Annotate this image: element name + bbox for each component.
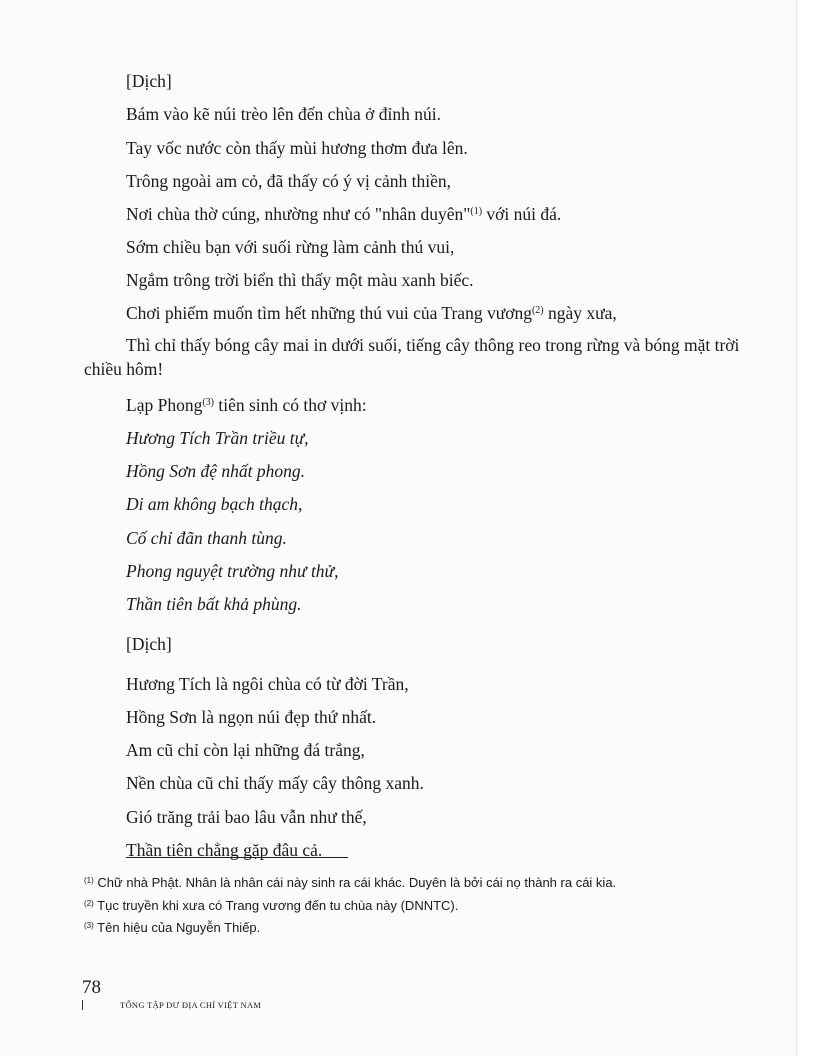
poem-line-2: Hồng Sơn đệ nhất phong. — [126, 461, 305, 481]
translation2-line-6: Thần tiên chẳng gặp đâu cả. — [126, 840, 323, 860]
translation-line-5: Sớm chiều bạn với suối rừng làm cảnh thú vui, — [126, 237, 455, 257]
running-head: TỔNG TẬP DƯ ĐỊA CHÍ VIỆT NAM — [120, 1000, 262, 1010]
footnote-2: $^{(2)}$ Tục truyền khi xưa có Trang vương đến tu chùa này (DNNTC). — [84, 898, 459, 913]
translation-line-7: Chơi phiếm muốn tìm hết những thú vui của Trang vương$^{(2)}$ ngày xưa, — [126, 303, 617, 323]
footnote-mark-1: (1) — [84, 876, 94, 885]
footnote-ref-1: (1) — [470, 206, 483, 217]
footnote-ref-2: (2) — [531, 305, 544, 316]
poem-line-5: Phong nguyệt trường như thử, — [126, 561, 339, 581]
footnote-divider — [126, 857, 348, 858]
translation-line-2: Tay vốc nước còn thấy mùi hương thơm đưa lên. — [126, 138, 468, 158]
translation-heading-2: [Dịch] — [126, 634, 172, 654]
footnote-mark-2: (2) — [84, 899, 94, 908]
footnote-mark-3: (3) — [84, 921, 94, 930]
page-number-bar — [82, 1000, 83, 1010]
footnote-3: $^{(3)}$ Tên hiệu của Nguyễn Thiếp. — [84, 920, 261, 935]
translation-line-3: Trông ngoài am cỏ, đã thấy có ý vị cảnh thiền, — [126, 171, 451, 191]
poem-intro: Lạp Phong$^{(3)}$ tiên sinh có thơ vịnh: — [126, 395, 367, 415]
translation2-line-5: Gió trăng trải bao lâu vẫn như thế, — [126, 807, 367, 827]
translation-paragraph-8: Thì chỉ thấy bóng cây mai in dưới suối, tiếng cây thông reo trong rừng và bóng mặt trời chiều hôm! — [84, 335, 740, 379]
page-number: 78 — [82, 977, 101, 998]
translation2-line-2: Hồng Sơn là ngọn núi đẹp thứ nhất. — [126, 707, 377, 727]
poem-line-6: Thần tiên bất khả phùng. — [126, 594, 302, 614]
poem-line-3: Di am không bạch thạch, — [126, 494, 303, 514]
translation2-line-4: Nền chùa cũ chỉ thấy mấy cây thông xanh. — [126, 773, 424, 793]
footnote-1: $^{(1)}$ Chữ nhà Phật. Nhân là nhân cái này sinh ra cái khác. Duyên là bởi cái nọ thành ra cái kia. — [84, 875, 617, 890]
poem-line-1: Hương Tích Trần triều tự, — [126, 428, 309, 448]
translation2-line-3: Am cũ chỉ còn lại những đá trắng, — [126, 740, 365, 760]
translation-line-4: Nơi chùa thờ cúng, nhường như có "nhân duyên"$^{(1)}$ với núi đá. — [126, 204, 562, 224]
translation-line-1: Bám vào kẽ núi trèo lên đến chùa ở đỉnh núi. — [126, 104, 441, 124]
translation-heading-1: [Dịch] — [126, 71, 172, 91]
poem-line-4: Cố chỉ đãn thanh tùng. — [126, 528, 287, 548]
translation2-line-1: Hương Tích là ngôi chùa có từ đời Trần, — [126, 674, 409, 694]
footnote-ref-3: (3) — [202, 397, 214, 408]
translation-line-6: Ngắm trông trời biển thì thấy một màu xanh biếc. — [126, 270, 474, 290]
